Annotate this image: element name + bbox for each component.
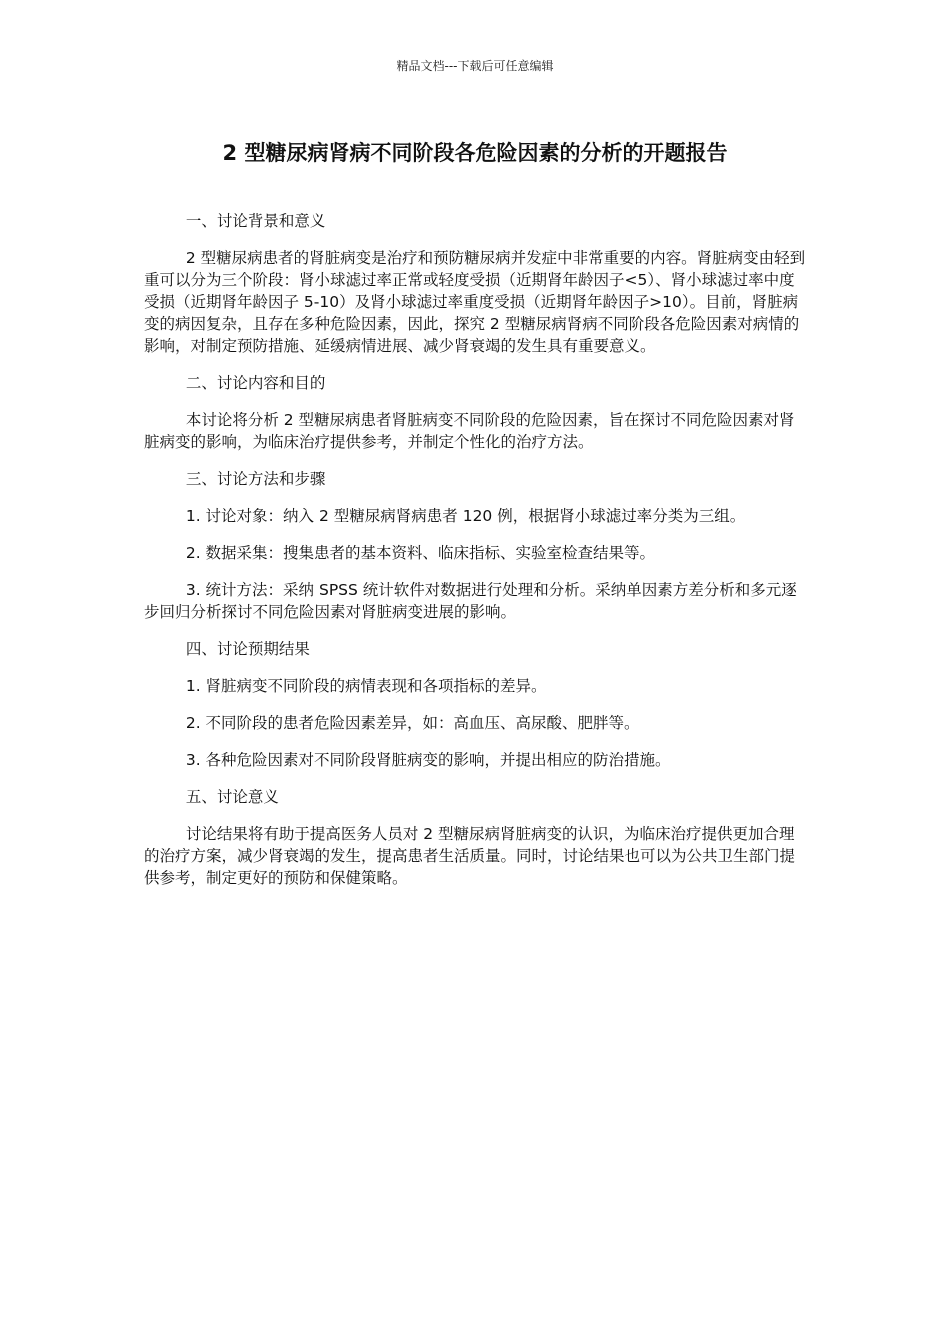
document-title: 2 型糖尿病肾病不同阶段各危险因素的分析的开题报告	[222, 141, 728, 165]
list-item-expected-result-3: 3. 各种危险因素对不同阶段肾脏病变的影响，并提出相应的防治措施。	[185, 751, 671, 769]
section-heading-significance: 五、讨论意义	[185, 788, 279, 806]
section-heading-background: 一、讨论背景和意义	[185, 212, 326, 230]
paragraph-significance: 讨论结果将有助于提高医务人员对 2 型糖尿病肾脏病变的认识，为临床治疗提供更加合理的治疗方案，减少肾衰竭的发生，提高患者生活质量。同时，讨论结果也可以为公共卫生部门提供参考，制定更好的预防和保健策略。	[144, 825, 796, 887]
list-item-expected-result-2: 2. 不同阶段的患者危险因素差异，如：高血压、高尿酸、肥胖等。	[185, 714, 640, 732]
document-body	[144, 210, 808, 904]
page-header-note: 精品文档---下载后可任意编辑	[396, 59, 554, 73]
paragraph-content-purpose: 本讨论将分析 2 型糖尿病患者肾脏病变不同阶段的危险因素，旨在探讨不同危险因素对肾脏病变的影响，为临床治疗提供参考，并制定个性化的治疗方法。	[144, 411, 795, 451]
list-item-methods-data-collection: 2. 数据采集：搜集患者的基本资料、临床指标、实验室检查结果等。	[185, 544, 656, 562]
paragraph-background: 2 型糖尿病患者的肾脏病变是治疗和预防糖尿病并发症中非常重要的内容。肾脏病变由轻到重可以分为三个阶段：肾小球滤过率正常或轻度受损（近期肾年龄因子<5）、肾小球滤过率中度受损（近期肾年龄因子 5-10）及肾小球滤过率重度受损（近期肾年龄因子>10）。目前，肾脏病变的病因复杂，且存在多种危险因素，因此，探究 2 型糖尿病肾病不同阶段各危险因素对病情的影响，对制定预防措施、延缓病情进展、减少肾衰竭的发生具有重要意义。	[144, 249, 806, 355]
section-heading-expected-results: 四、讨论预期结果	[185, 640, 310, 658]
section-heading-methods: 三、讨论方法和步骤	[185, 470, 326, 488]
list-item-methods-statistics: 3. 统计方法：采纳 SPSS 统计软件对数据进行处理和分析。采纳单因素方差分析和多元逐步回归分析探讨不同危险因素对肾脏病变进展的影响。	[144, 581, 797, 621]
section-heading-content-purpose: 二、讨论内容和目的	[185, 374, 326, 392]
list-item-methods-subjects: 1. 讨论对象：纳入 2 型糖尿病肾病患者 120 例，根据肾小球滤过率分类为三组。	[185, 507, 746, 525]
list-item-expected-result-1: 1. 肾脏病变不同阶段的病情表现和各项指标的差异。	[185, 677, 547, 695]
